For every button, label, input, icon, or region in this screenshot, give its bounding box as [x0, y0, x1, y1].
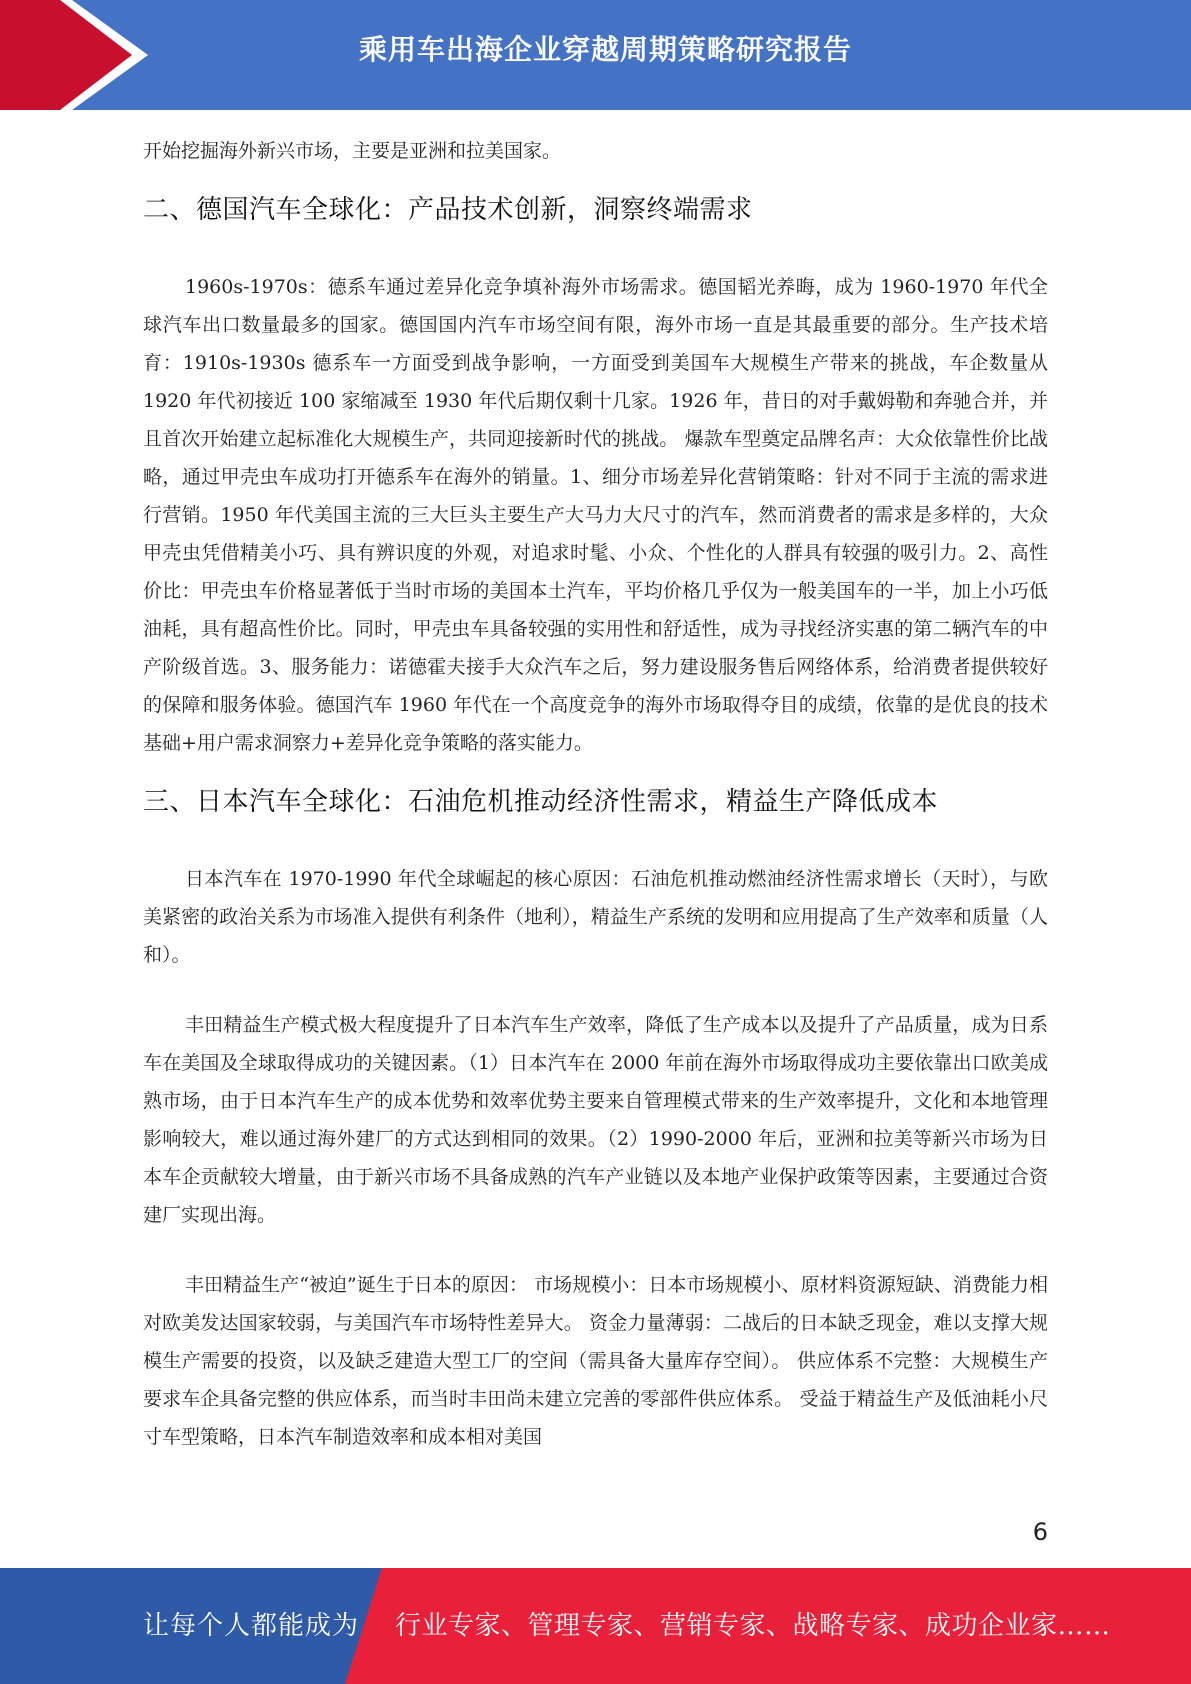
- japan-paragraph-2: 丰田精益生产模式极大程度提升了日本汽车生产效率，降低了生产成本以及提升了产品质量，成为日系车在美国及全球取得成功的关键因素。（1）日本汽车在 2000 年前在海外市场取得成功主要依靠出口欧美成熟市场，由于日本汽车生产的成本优势和效率优势主要来自管理模式带来的生产效率提升，文化和本地管理影响较大，难以通过海外建厂的方式达到相同的效果。（2）1990-2000 年后，亚洲和拉美等新兴市场为日本车企贡献较大增量，由于新兴市场不具备成熟的汽车产业链以及本地产业保护政策等因素，主要通过合资建厂实现出海。: [143, 1014, 1048, 1226]
- page-content: [143, 132, 1048, 1456]
- japan-paragraph-3: 丰田精益生产“被迫”诞生于日本的原因： 市场规模小：日本市场规模小、原材料资源短缺、消费能力相对欧美发达国家较弱，与美国汽车市场特性差异大。 资金力量薄弱：二战后的日本缺乏现金，难以支撑大规模生产需要的投资，以及缺乏建造大型工厂的空间（需具备大量库存空间）。 供应体系不完整：大规模生产要求车企具备完整的供应体系，而当时丰田尚未建立完善的零部件供应体系。 受益于精益生产及低油耗小尺寸车型策略，日本汽车制造效率和成本相对美国: [143, 1274, 1048, 1448]
- footer-roles: 行业专家、管理专家、营销专家、战略专家、成功企业家……: [395, 1611, 1111, 1641]
- germany-paragraph: 1960s-1970s：德系车通过差异化竞争填补海外市场需求。德国韬光养晦，成为 1960-1970 年代全球汽车出口数量最多的国家。德国国内汽车市场空间有限，海外市场一直是其最重要的部分。生产技术培育：1910s-1930s 德系车一方面受到战争影响，一方面受到美国车大规模生产带来的挑战，车企数量从 1920 年代初接近 100 家缩减至 1930 年代后期仅剩十几家。1926 年，昔日的对手戴姆勒和奔驰合并，并且首次开始建立起标准化大规模生产，共同迎接新时代的挑战。 爆款车型奠定品牌名声：大众依靠性价比战略，通过甲壳虫车成功打开德系车在海外的销量。1、细分市场差异化营销策略：针对不同于主流的需求进行营销。1950 年代美国主流的三大巨头主要生产大马力大尺寸的汽车，然而消费者的需求是多样的，大众甲壳虫凭借精美小巧、具有辨识度的外观，对追求时髦、小众、个性化的人群具有较强的吸引力。2、高性价比：甲壳虫车价格显著低于当时市场的美国本土汽车，平均价格几乎仅为一般美国车的一半，加上小巧低油耗，具有超高性价比。同时，甲壳虫车具备较强的实用性和舒适性，成为寻找经济实惠的第二辆汽车的中产阶级首选。3、服务能力：诺德霍夫接手大众汽车之后，努力建设服务售后网络体系，给消费者提供较好的保障和服务体验。德国汽车 1960 年代在一个高度竞争的海外市场取得夺目的成绩，依靠的是优良的技术基础+用户需求洞察力+差异化竞争策略的落实能力。: [143, 276, 1048, 754]
- report-title: 乘用车出海企业穿越周期策略研究报告: [358, 33, 852, 66]
- section-heading-germany: 二、德国汽车全球化：产品技术创新，洞察终端需求: [143, 195, 753, 225]
- section-heading-japan: 三、日本汽车全球化：石油危机推动经济性需求，精益生产降低成本: [143, 787, 939, 817]
- page-header: [0, 0, 1191, 110]
- footer-slogan: 让每个人都能成为: [143, 1611, 360, 1641]
- lead-paragraph: 开始挖掘海外新兴市场，主要是亚洲和拉美国家。: [143, 140, 562, 162]
- page-number: 6: [1032, 1518, 1048, 1546]
- page-footer: [0, 1568, 1191, 1684]
- japan-paragraph-1: 日本汽车在 1970-1990 年代全球崛起的核心原因：石油危机推动燃油经济性需求增长（天时），与欧美紧密的政治关系为市场准入提供有利条件（地利），精益生产系统的发明和应用提高了生产效率和质量（人和）。: [143, 868, 1048, 966]
- header-arrow-icon: [0, 0, 160, 110]
